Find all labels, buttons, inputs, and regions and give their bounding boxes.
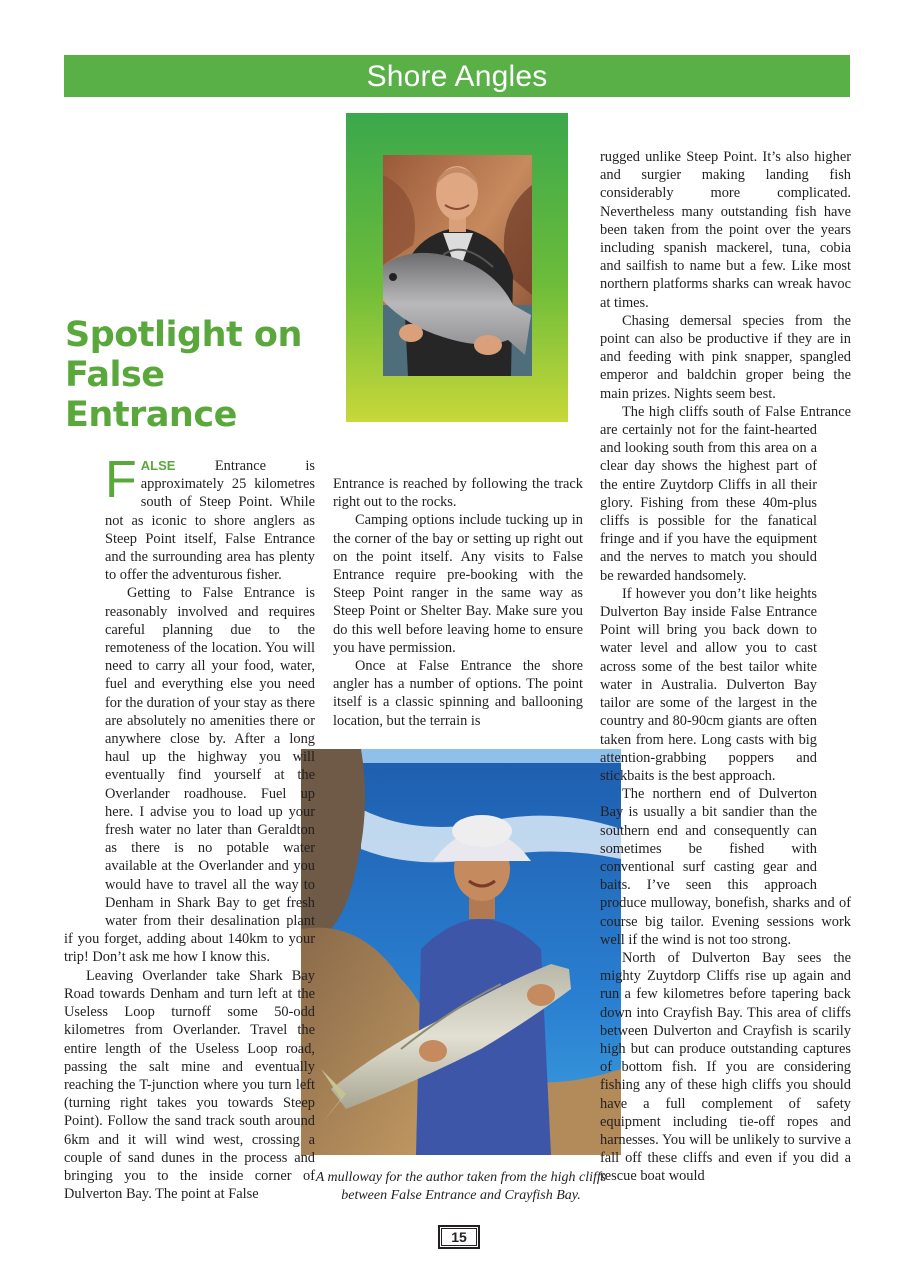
body-paragraph: North of Dulverton Bay sees the mighty Zuytdorp Cliffs rise up again and run a few kilometres before tapering back down into Crayfish Bay. This area of cliffs between Dulverton and Crayfish is scarily high but can produce outstanding captures of bottom fish. If you are considering fishing any of these high cliffs you should have a full complement of safety equipment including tie-off ropes and harnesses. You will be unlikely to survive a fall off these cliffs and even if you did a rescue boat would [600,949,851,1185]
page-number-text: 15 [441,1228,477,1246]
page-number [438,1225,480,1249]
drop-cap: F [105,451,137,509]
body-paragraph: Leaving Overlander take Shark Bay Road towards Denham and turn left at the Useless Loop turnoff some 50-odd kilometres from Overlander. Travel the entire length of the Useless Loop road, passing the salt mine and eventually reaching the T-junction where you turn left (turning right takes you towards Steep Point). Follow the sand track south around 6km and it will wind west, crossing a couple of sand dunes in the process and bringing you to the inside corner of Dulverton Bay. The point at False [64,967,315,1203]
intro-paragraph [64,451,315,584]
body-paragraph: Once at False Entrance the shore angler has a number of options. The point itself is a classic spinning and ballooning location, but the terrain is [333,658,583,729]
body-paragraph: Camping options include tucking up in the corner of the bay or setting up right out on the point itself. Any visits to False Entrance require pre-booking with the Steep Point ranger in the same way as Steep Point or Shelter Bay. Make sure you do this well before leaving home to ensure you have permission. [333,512,583,656]
body-paragraph: Getting to False Entrance is reasonably involved and requires careful planning due to the remoteness of the location. You will need to carry all your food, water, fuel and everything else you need for the duration of your stay as there are absolutely no amenities there or anywhere close by. After a long haul up the highway you will eventually find yourself at the Overlander roadhouse. Fuel up here. I advise you to load up your fresh water no later than Geraldton as there is no potable water available at the Overlander and you would have to travel all the way to Denham in Shark Bay to get fresh water from their desalination plant if you forget, adding about 140km to your trip! Don’t ask me how I know this. [64,585,315,966]
lead-in: ALSE [140,458,176,473]
angler-with-mulloway-photo [301,749,621,1155]
photo-wrap-spacer [64,457,101,922]
body-paragraph: rugged unlike Steep Point. It’s also higher and surgier making landing fish considerably more complicated. Nevertheless many outstanding fish have been taken from the point over the years including spanish mackerel, tuna, cobia and sailfish to name but a few. Like most northern platforms sharks can wreak havoc at times. [600,149,851,311]
body-paragraph: If however you don’t like heights Dulverton Bay inside False Entrance Point will bring you back down to water level and allow you to cast across some of the best tailor white water in Australia. Dulverton Bay tailor are some of the largest in the country and 80-90cm giants are often taken from here. Long casts with big attention-grabbing poppers and stickbaits is the best approach. [600,585,817,784]
intro-text: Entrance is approximately 25 kilometres south of Steep Point. While not as iconic to shore anglers as Steep Point itself, False Entrance and the surrounding area has plenty to offer the adventurous fisher. [105,458,315,584]
article-column-right [600,148,851,1186]
photo-wrap-spacer [821,426,851,891]
article-column-middle [333,475,583,730]
body-paragraph: The northern end of Dulverton Bay is usually a bit sandier than the southern end and consequently can sometimes be fished with conventional surf casting gear and baits. I’ve seen this approach produce mulloway, bonefish, sharks and of course big tailor. Evening sessions work well if the wind is not too strong. [600,786,851,948]
article-column-left [64,451,315,1203]
body-paragraph: Chasing demersal species from the point can also be productive if they are in and feeding with pink snapper, spangled emperor and baldchin groper being the main prizes. Nights seem best. [600,312,851,402]
article-headline: Spotlight on False Entrance [65,315,302,435]
section-banner: Shore Angles [64,55,850,97]
angler-with-snapper-photo [383,155,532,376]
body-paragraph: The high cliffs south of False Entrance are certainly not for the faint-hearted and looking south from this area on a clear day shows the highest part of the entire Zuytdorp Cliffs in all their glory. Fishing from these 40m-plus cliffs is possible for the fanatical fringe and if you have the equipment and the nerves to match you should be rewarded handsomely. [600,403,851,584]
photo-caption: A mulloway for the author taken from the high cliffs between False Entrance and Crayfish Bay. [315,1170,607,1203]
body-paragraph: Entrance is reached by following the track right out to the rocks. [333,476,583,511]
